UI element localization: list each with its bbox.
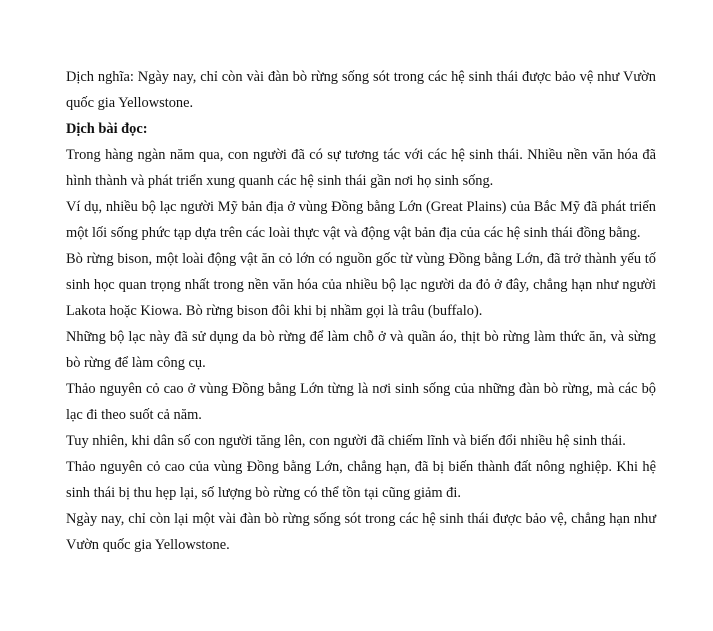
paragraph-3: Bò rừng bison, một loài động vật ăn cỏ lớn có nguồn gốc từ vùng Đồng bằng Lớn, đã trở thành yếu tố sinh học quan trọng nhất trong nền văn hóa của nhiều bộ lạc người da đỏ ở đây, chẳng hạn như người Lakota hoặc Kiowa. Bò rừng bison đôi khi bị nhầm gọi là trâu (buffalo).	[66, 251, 656, 319]
translation-note: Dịch nghĩa: Ngày nay, chỉ còn vài đàn bò rừng sống sót trong các hệ sinh thái được bảo vệ như Vườn quốc gia Yellowstone.	[66, 69, 656, 111]
paragraph-1: Trong hàng ngàn năm qua, con người đã có sự tương tác với các hệ sinh thái. Nhiều nền văn hóa đã hình thành và phát triển xung quanh các hệ sinh thái gần nơi họ sinh sống.	[66, 147, 656, 189]
paragraph-2: Ví dụ, nhiều bộ lạc người Mỹ bản địa ở vùng Đồng bằng Lớn (Great Plains) của Bắc Mỹ đã phát triển một lối sống phức tạp dựa trên các loài thực vật và động vật bản địa của các hệ sinh thái đồng bằng.	[66, 199, 656, 241]
paragraph-7: Thảo nguyên cỏ cao của vùng Đồng bằng Lớn, chẳng hạn, đã bị biến thành đất nông nghiệp. Khi hệ sinh thái bị thu hẹp lại, số lượng bò rừng có thể tồn tại cũng giảm đi.	[66, 459, 656, 501]
paragraph-6: Tuy nhiên, khi dân số con người tăng lên, con người đã chiếm lĩnh và biến đổi nhiều hệ sinh thái.	[66, 433, 626, 449]
paragraph-5: Thảo nguyên cỏ cao ở vùng Đồng bằng Lớn từng là nơi sinh sống của những đàn bò rừng, mà các bộ lạc đi theo suốt cả năm.	[66, 381, 656, 423]
section-heading: Dịch bài đọc:	[66, 121, 148, 137]
paragraph-8: Ngày nay, chỉ còn lại một vài đàn bò rừng sống sót trong các hệ sinh thái được bảo vệ, chẳng hạn như Vườn quốc gia Yellowstone.	[66, 511, 656, 553]
document-body	[66, 64, 656, 558]
paragraph-4: Những bộ lạc này đã sử dụng da bò rừng để làm chỗ ở và quần áo, thịt bò rừng làm thức ăn, và sừng bò rừng để làm công cụ.	[66, 329, 656, 371]
